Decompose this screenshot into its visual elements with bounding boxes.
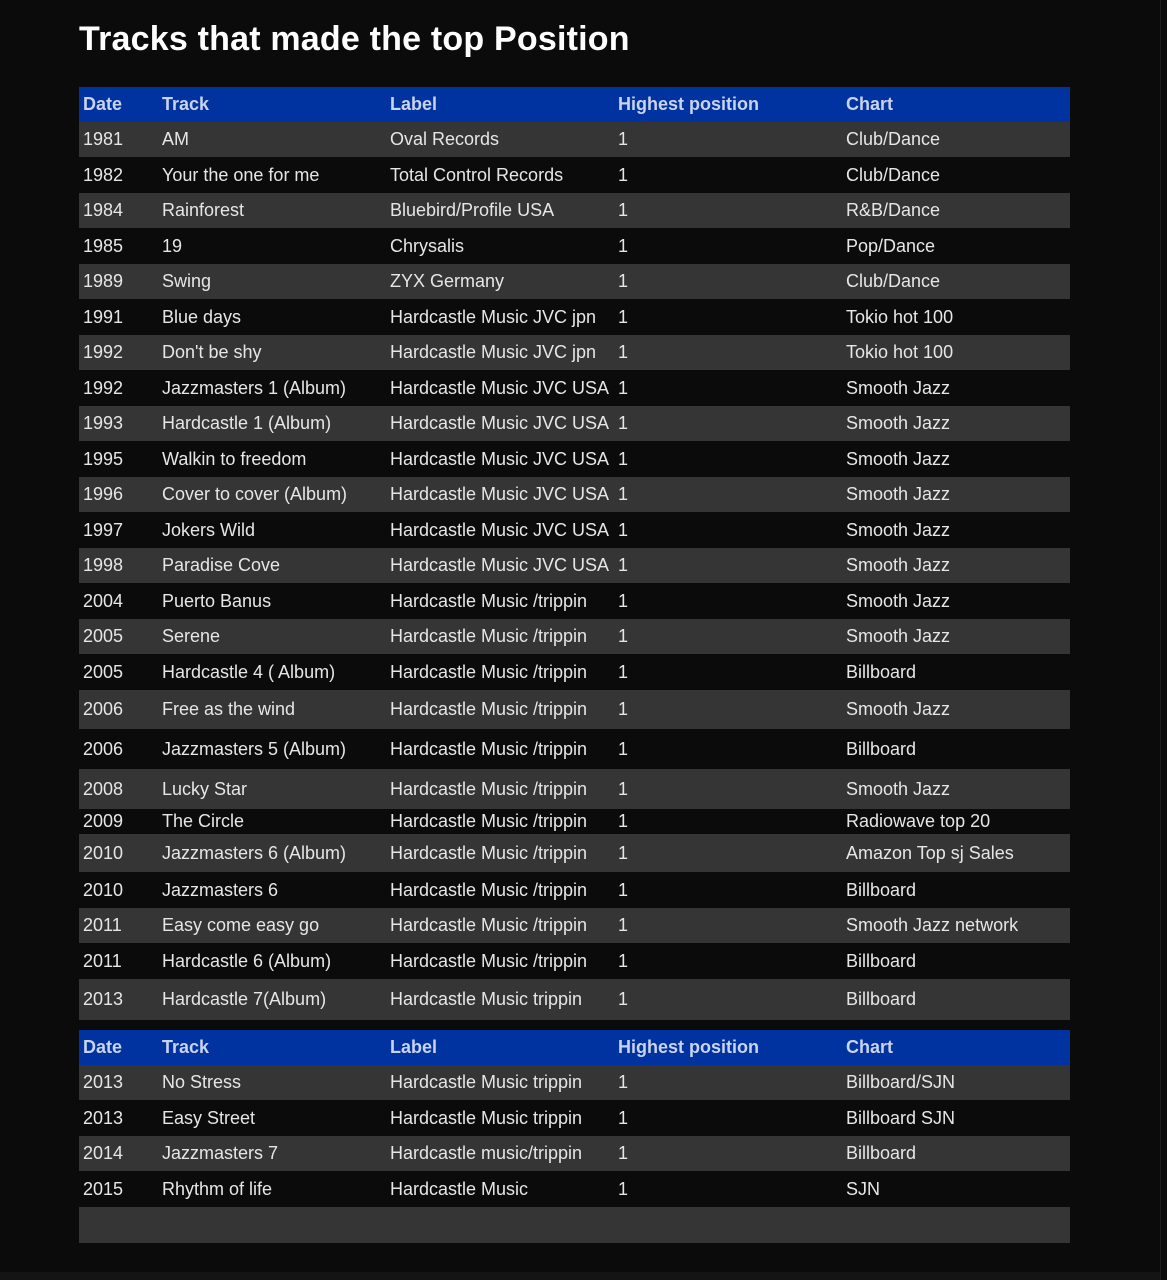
cell-highest-position: 1 (614, 834, 842, 872)
cell-highest-position: 1 (614, 769, 842, 809)
cell-highest-position: 1 (614, 654, 842, 690)
table-row (79, 370, 1070, 406)
table-row (79, 193, 1070, 228)
cell-chart: Billboard SJN (842, 1100, 1070, 1136)
cell-date: 1997 (79, 512, 158, 548)
table-row (79, 122, 1070, 157)
cell-highest-position: 1 (614, 908, 842, 943)
cell-date: 1981 (79, 122, 158, 157)
cell-track: Jazzmasters 5 (Album) (158, 729, 386, 769)
cell-chart: Smooth Jazz (842, 512, 1070, 548)
cell-chart: Billboard (842, 1136, 1070, 1171)
table-row (79, 1171, 1070, 1207)
cell-chart: Smooth Jazz (842, 769, 1070, 809)
cell-date: 2009 (79, 809, 158, 834)
cell-highest-position: 1 (614, 512, 842, 548)
cell-date: 2006 (79, 729, 158, 769)
table-row (79, 477, 1070, 512)
cell-date: 1998 (79, 548, 158, 583)
cell-highest-position: 1 (614, 979, 842, 1020)
cell-track: Hardcastle 4 ( Album) (158, 654, 386, 690)
column-header-track: Track (158, 87, 386, 122)
cell-label: Hardcastle Music trippin (386, 979, 614, 1020)
cell-track: Blue days (158, 299, 386, 335)
cell-label: Hardcastle music/trippin (386, 1136, 614, 1171)
cell-highest-position: 1 (614, 1171, 842, 1207)
table-row (79, 264, 1070, 299)
cell-label: Total Control Records (386, 157, 614, 193)
cell-label: Hardcastle Music JVC USA (386, 512, 614, 548)
table-row (79, 1065, 1070, 1100)
table-row (79, 908, 1070, 943)
column-header-chart: Chart (842, 87, 1070, 122)
table-row (79, 809, 1070, 834)
cell-track: Cover to cover (Album) (158, 477, 386, 512)
cell-label: Hardcastle Music trippin (386, 1100, 614, 1136)
cell-highest-position: 1 (614, 228, 842, 264)
cell-label: Hardcastle Music JVC USA (386, 477, 614, 512)
cell-chart: Billboard (842, 654, 1070, 690)
cell-track: Jazzmasters 1 (Album) (158, 370, 386, 406)
cell-date: 2015 (79, 1171, 158, 1207)
cell-chart: Club/Dance (842, 122, 1070, 157)
column-header-label: Label (386, 87, 614, 122)
column-header-highest-position: Highest position (614, 87, 842, 122)
cell-date: 2005 (79, 619, 158, 654)
cell-date: 1991 (79, 299, 158, 335)
table-body (79, 1065, 1070, 1207)
table-row (79, 1136, 1070, 1171)
cell-label: Hardcastle Music trippin (386, 1065, 614, 1100)
cell-track: Your the one for me (158, 157, 386, 193)
cell-label: Hardcastle Music /trippin (386, 872, 614, 908)
cell-label: Hardcastle Music /trippin (386, 690, 614, 729)
table-row (79, 157, 1070, 193)
cell-highest-position: 1 (614, 193, 842, 228)
cell-date: 1995 (79, 441, 158, 477)
cell-highest-position: 1 (614, 335, 842, 370)
cell-date: 1992 (79, 335, 158, 370)
cell-chart: Billboard (842, 872, 1070, 908)
cell-date: 1992 (79, 370, 158, 406)
cell-chart: Club/Dance (842, 157, 1070, 193)
cell-track: Jazzmasters 7 (158, 1136, 386, 1171)
cell-track: Easy Street (158, 1100, 386, 1136)
cell-highest-position: 1 (614, 157, 842, 193)
cell-highest-position: 1 (614, 1100, 842, 1136)
cell-chart: Smooth Jazz (842, 477, 1070, 512)
cell-highest-position: 1 (614, 872, 842, 908)
cell-track: Free as the wind (158, 690, 386, 729)
cell-label: Hardcastle Music /trippin (386, 583, 614, 619)
cell-chart: Smooth Jazz (842, 441, 1070, 477)
cell-label: Hardcastle Music /trippin (386, 908, 614, 943)
cell-chart: Smooth Jazz (842, 583, 1070, 619)
cell-highest-position: 1 (614, 370, 842, 406)
cell-label: Hardcastle Music JVC jpn (386, 335, 614, 370)
cell-chart: Smooth Jazz (842, 619, 1070, 654)
cell-date: 1984 (79, 193, 158, 228)
cell-date: 1989 (79, 264, 158, 299)
cell-label: Hardcastle Music JVC jpn (386, 299, 614, 335)
cell-date: 2013 (79, 1065, 158, 1100)
cell-date: 1982 (79, 157, 158, 193)
cell-highest-position: 1 (614, 406, 842, 441)
cell-track: No Stress (158, 1065, 386, 1100)
cell-highest-position: 1 (614, 729, 842, 769)
cell-date: 1985 (79, 228, 158, 264)
table-row (79, 943, 1070, 979)
cell-chart: Amazon Top sj Sales (842, 834, 1070, 872)
cell-highest-position: 1 (614, 1136, 842, 1171)
cell-chart: Billboard/SJN (842, 1065, 1070, 1100)
table-row (79, 441, 1070, 477)
cell-label: Hardcastle Music /trippin (386, 729, 614, 769)
cell-track: Jazzmasters 6 (Album) (158, 834, 386, 872)
cell-date: 2008 (79, 769, 158, 809)
table-row (79, 654, 1070, 690)
cell-date: 2006 (79, 690, 158, 729)
cell-track: Walkin to freedom (158, 441, 386, 477)
cell-highest-position: 1 (614, 583, 842, 619)
cell-track: Jokers Wild (158, 512, 386, 548)
cell-label: ZYX Germany (386, 264, 614, 299)
cell-chart: Smooth Jazz network (842, 908, 1070, 943)
cell-highest-position: 1 (614, 299, 842, 335)
table-row (79, 406, 1070, 441)
page-title: Tracks that made the top Position (79, 20, 630, 58)
column-header-date: Date (79, 87, 158, 122)
cell-chart: Billboard (842, 943, 1070, 979)
chart-positions-table (79, 87, 1070, 1020)
cell-track: Hardcastle 7(Album) (158, 979, 386, 1020)
table-row (79, 619, 1070, 654)
table-row (79, 769, 1070, 809)
cell-highest-position: 1 (614, 264, 842, 299)
chart-positions-table-continued (79, 1030, 1070, 1207)
column-header-label: Label (386, 1030, 614, 1065)
cell-label: Hardcastle Music JVC USA (386, 370, 614, 406)
table-row (79, 228, 1070, 264)
cell-chart: Smooth Jazz (842, 406, 1070, 441)
table-header-row (79, 87, 1070, 122)
cell-track: Puerto Banus (158, 583, 386, 619)
cell-track: Rhythm of life (158, 1171, 386, 1207)
cell-label: Hardcastle Music JVC USA (386, 406, 614, 441)
cell-chart: SJN (842, 1171, 1070, 1207)
cell-track: Hardcastle 6 (Album) (158, 943, 386, 979)
cell-date: 2005 (79, 654, 158, 690)
cell-label: Hardcastle Music JVC USA (386, 548, 614, 583)
column-header-highest-position: Highest position (614, 1030, 842, 1065)
cell-chart: Tokio hot 100 (842, 299, 1070, 335)
cell-track: Swing (158, 264, 386, 299)
cell-track: Jazzmasters 6 (158, 872, 386, 908)
cell-chart: Smooth Jazz (842, 548, 1070, 583)
cell-track: Easy come easy go (158, 908, 386, 943)
cell-track: Rainforest (158, 193, 386, 228)
table-header-row (79, 1030, 1070, 1065)
cell-date: 2011 (79, 943, 158, 979)
table-row (79, 729, 1070, 769)
cell-label: Hardcastle Music /trippin (386, 943, 614, 979)
cell-chart: Pop/Dance (842, 228, 1070, 264)
cell-label: Hardcastle Music JVC USA (386, 441, 614, 477)
table-row (79, 335, 1070, 370)
cell-highest-position: 1 (614, 943, 842, 979)
cell-highest-position: 1 (614, 619, 842, 654)
cell-date: 2011 (79, 908, 158, 943)
cell-date: 1996 (79, 477, 158, 512)
table-row (79, 1100, 1070, 1136)
cell-label: Chrysalis (386, 228, 614, 264)
table-row (79, 512, 1070, 548)
cell-highest-position: 1 (614, 690, 842, 729)
table-footer-bar (79, 1207, 1070, 1243)
cell-label: Bluebird/Profile USA (386, 193, 614, 228)
cell-date: 2013 (79, 1100, 158, 1136)
cell-label: Hardcastle Music /trippin (386, 654, 614, 690)
cell-date: 2004 (79, 583, 158, 619)
cell-chart: Club/Dance (842, 264, 1070, 299)
cell-chart: Radiowave top 20 (842, 809, 1070, 834)
cell-track: AM (158, 122, 386, 157)
table-row (79, 834, 1070, 872)
cell-date: 2014 (79, 1136, 158, 1171)
cell-chart: Smooth Jazz (842, 690, 1070, 729)
cell-track: The Circle (158, 809, 386, 834)
table-row (79, 548, 1070, 583)
cell-chart: Smooth Jazz (842, 370, 1070, 406)
cell-highest-position: 1 (614, 548, 842, 583)
cell-track: Don't be shy (158, 335, 386, 370)
cell-highest-position: 1 (614, 1065, 842, 1100)
cell-chart: Tokio hot 100 (842, 335, 1070, 370)
cell-date: 1993 (79, 406, 158, 441)
cell-label: Oval Records (386, 122, 614, 157)
cell-label: Hardcastle Music (386, 1171, 614, 1207)
column-header-chart: Chart (842, 1030, 1070, 1065)
cell-date: 2013 (79, 979, 158, 1020)
cell-chart: Billboard (842, 979, 1070, 1020)
cell-track: Paradise Cove (158, 548, 386, 583)
column-header-track: Track (158, 1030, 386, 1065)
cell-highest-position: 1 (614, 477, 842, 512)
cell-highest-position: 1 (614, 122, 842, 157)
cell-date: 2010 (79, 872, 158, 908)
table-row (79, 872, 1070, 908)
bottom-strip (0, 1272, 1160, 1280)
cell-chart: R&B/Dance (842, 193, 1070, 228)
cell-label: Hardcastle Music /trippin (386, 769, 614, 809)
table-row (79, 583, 1070, 619)
cell-label: Hardcastle Music /trippin (386, 834, 614, 872)
cell-label: Hardcastle Music /trippin (386, 809, 614, 834)
cell-label: Hardcastle Music /trippin (386, 619, 614, 654)
cell-highest-position: 1 (614, 441, 842, 477)
cell-date: 2010 (79, 834, 158, 872)
cell-track: Serene (158, 619, 386, 654)
cell-track: Hardcastle 1 (Album) (158, 406, 386, 441)
cell-highest-position: 1 (614, 809, 842, 834)
table-row (79, 690, 1070, 729)
table-row (79, 299, 1070, 335)
cell-chart: Billboard (842, 729, 1070, 769)
table-body (79, 122, 1070, 1020)
cell-track: 19 (158, 228, 386, 264)
cell-track: Lucky Star (158, 769, 386, 809)
table-row (79, 979, 1070, 1020)
column-header-date: Date (79, 1030, 158, 1065)
